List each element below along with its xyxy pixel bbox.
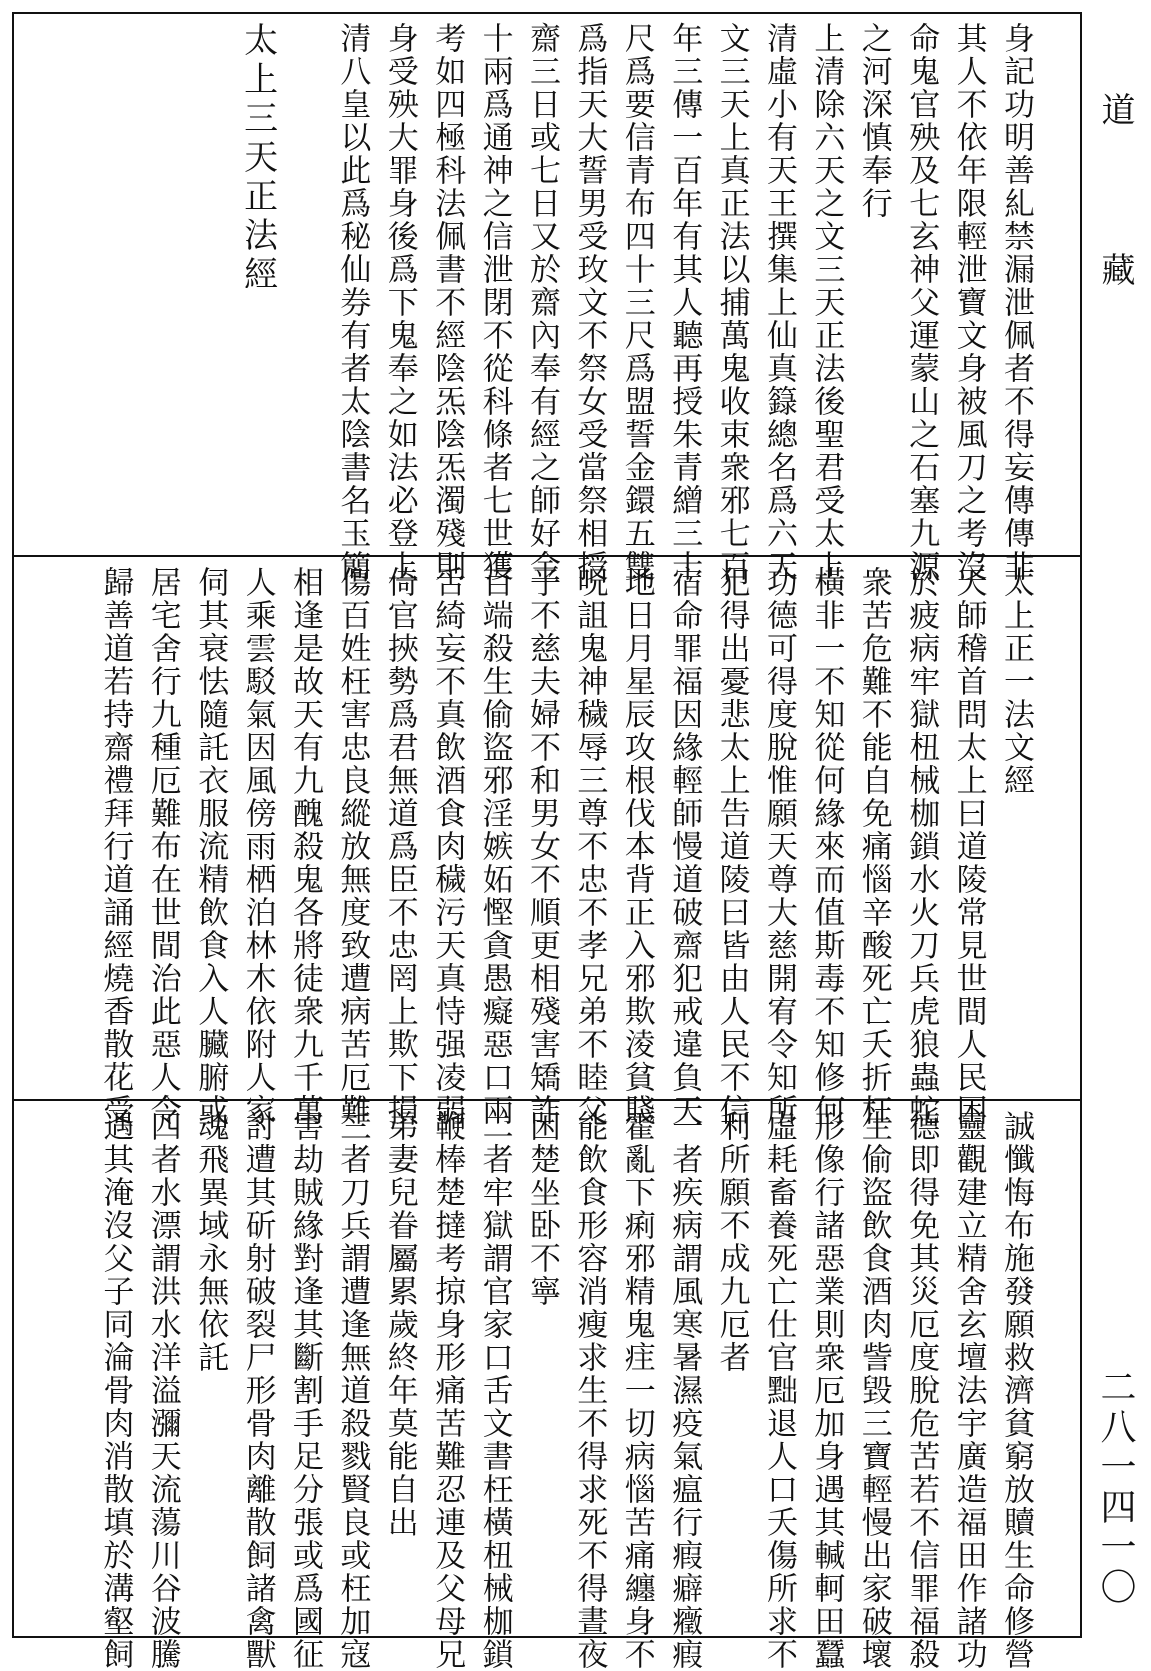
text-column: 舌綺妄不真飲酒食肉穢污天真恃强凌弱 [429,566,466,1127]
text-column: 太上正一法文經 [998,566,1034,797]
text-column: 害劫賊緣對逢其斷割手足分張或爲國征 [287,1110,323,1671]
text-column: 齋三日或七日又於齋內奉有經之師好金 [524,22,560,583]
text-column: 考如四極科法佩書不經陰炁陰炁濁殘則 [429,22,466,583]
text-column: 居宅舍行九種厄難布在世間治此惡人令 [144,566,181,1127]
text-column: 呪詛鬼神穢辱三尊不忠不孝兄弟不睦父 [571,566,608,1127]
text-column: 三者刀兵謂遭逢無道殺戮賢良或枉加寇 [334,1110,371,1671]
text-column: 清八皇以此爲秘仙券有者太陰書名玉簡 [334,22,371,583]
text-column: 誠懺悔布施發願救濟貧窮放贖生命修營 [998,1110,1034,1671]
text-column: 宿命罪福因緣輕師慢道破齋犯戒違負天 [666,566,703,1127]
text-column: 其人不依年限輕泄寶文身被風刀之考沒 [950,22,987,583]
text-column: 犯得出憂悲太上告道陵曰皆由人民不信 [713,566,750,1127]
text-column: 年三傳一百年有其人聽再授朱青繒三十 [666,22,703,583]
header-dao: 道 [1095,92,1135,126]
text-column: 德即得免其災厄度脫危苦若不信罪福殺 [903,1110,940,1671]
text-column: 相逢是故天有九醜殺鬼各將徒衆九千萬 [287,566,323,1127]
text-column: 地日月星辰攻根伐本背正入邪欺淩貧賤 [618,566,655,1127]
text-column: 文三天上真正法以捕萬鬼收束衆邪七百 [713,22,750,583]
text-column: 人乘雲駁氣因風傍雨栖泊林木依附人家 [239,566,276,1127]
text-column: 清虛小有天王撰集上仙真籙總名爲六天 [761,22,797,583]
text-band-bottom [18,1104,1076,1671]
text-column: 天師稽首問太上曰道陵常見世間人民困 [950,566,987,1127]
text-column: 靈觀建立精舍玄壇法宇廣造福田作諸功 [950,1110,987,1671]
text-column: 四者水漂謂洪水洋溢瀰天流蕩川谷波騰 [144,1110,181,1671]
text-column: 困楚坐卧不寧 [524,1110,560,1308]
text-column: 命鬼官殃及七玄神父運蒙山之石塞九源 [903,22,940,583]
text-column: 身受殃大罪身後爲下鬼奉之如法必登上 [381,22,418,583]
text-column: 霍亂下痢邪精鬼疰一切病惱苦痛纏身不 [618,1110,655,1671]
text-band-middle [18,560,1076,1127]
text-column: 虛耗畜養死亡仕官黜退人口夭傷所求不 [761,1110,797,1671]
text-column: 討遭其斫射破裂尸形骨肉離散飼諸禽獸 [239,1110,276,1671]
text-column: 倚官挾勢爲君無道爲臣不忠罔上欺下損 [381,566,418,1127]
text-column: 傷百姓枉害忠良縱放無度致遭病苦厄難 [334,566,371,1127]
text-column: 利所願不成九厄者 [713,1110,750,1374]
text-column: 二者牢獄謂官家口舌文書枉橫杻械枷鎖 [476,1110,513,1671]
scripture-title: 太上三天正法經 [237,22,278,295]
text-column: 爲指天大誓男受玫文不祭女受當祭相授 [571,22,608,583]
text-column: 一者疾病謂風寒暑濕疫氣瘟行瘕癖癥瘕 [666,1110,703,1671]
text-column: 之河深慎奉行 [855,22,892,220]
header-cang: 藏 [1095,252,1135,286]
text-column: 能飲食形容消瘦求生不得求死不得晝夜 [571,1110,608,1671]
text-column: 橫非一不知從何緣來而值斯毒不知修何 [808,566,845,1127]
text-column: 上清除六天之文三天正法後聖君受太上 [808,22,845,583]
text-column: 遇其淹沒父子同淪骨肉消散填於溝壑飼 [97,1110,134,1671]
text-column: 於疲病牢獄杻械枷鎖水火刀兵虎狼蟲蛇 [903,566,940,1127]
text-column: 衆苦危難不能自免痛惱辛酸死亡夭折枉 [855,566,892,1127]
text-band-top [18,16,1076,583]
text-column: 形像行諸惡業則衆厄加身遇其輱軻田蠶 [808,1110,845,1671]
text-column: 身記功明善糺禁漏泄佩者不得妄傳傳非 [998,22,1034,583]
text-column: 百端殺生偷盜邪淫嫉妬慳貪愚癡惡口兩 [476,566,513,1127]
page-number: 二八一四一〇 [1095,1368,1136,1608]
text-column: 魂飛異域永無依託 [192,1110,229,1374]
text-column: 尺爲要信青布四十三尺爲盟誓金鐶五雙 [618,22,655,583]
text-column: 伺其衰怯隨託衣服流精飲食入人臟腑或 [192,566,229,1127]
text-column: 歸善道若持齋禮拜行道誦經燒香散花受 [97,566,134,1127]
text-column: 弟妻兒眷屬累歲終年莫能自出 [381,1110,418,1539]
text-column: 鞭棒楚撻考掠身形痛苦難忍連及父母兄 [429,1110,466,1671]
text-column: 十兩爲通神之信泄閉不從科條者七世獲 [476,22,513,583]
text-column: 功德可得度脫惟願天尊大慈開宥令知所 [761,566,797,1127]
text-column: 生偷盜飲食酒肉訾毀三寶輕慢出家破壞 [855,1110,892,1671]
text-column: 子不慈夫婦不和男女不順更相殘害矯詐 [524,566,560,1127]
